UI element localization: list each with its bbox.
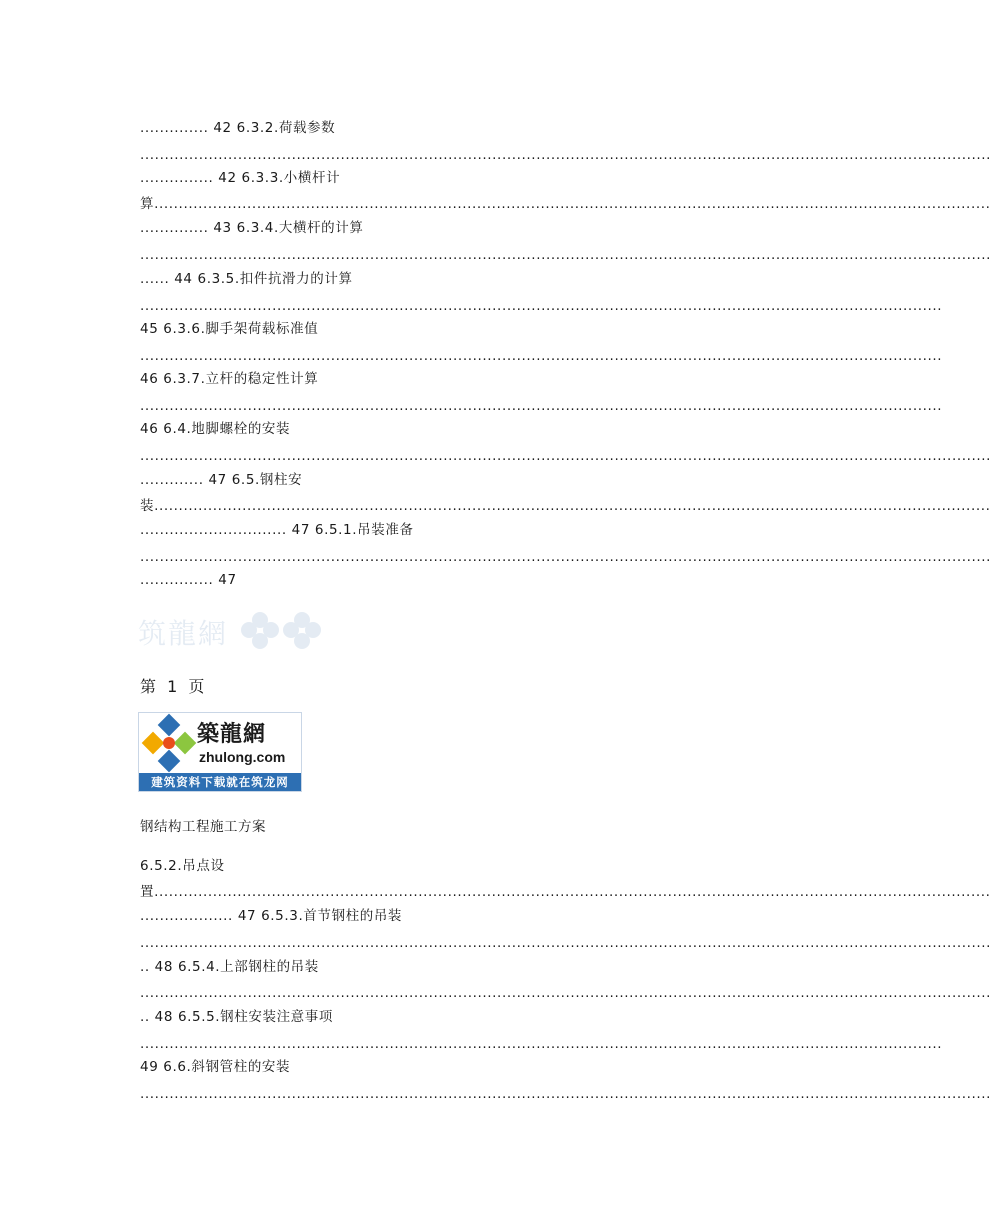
zhulong-logo-mark-icon [143,715,195,771]
logo-top [139,713,301,773]
toc-line[interactable]: 6.5.2.吊点设 [140,858,225,874]
toc-line[interactable]: .............................................................................................................................................................................. [140,935,991,951]
toc-line[interactable]: .............................................................................................................................................................................. [140,1086,991,1102]
toc-line[interactable]: .............. 43 6.3.4.大横杆的计算 [140,220,364,236]
toc-line[interactable]: .............................................................................................................................................................................. [140,448,991,464]
zhulong-logo[interactable] [138,712,302,792]
toc-line[interactable]: .................................................................................................................................................................... [140,1036,943,1052]
toc-line[interactable]: ............. 47 6.5.钢柱安 [140,472,303,488]
toc-line[interactable]: .............................................................................................................................................................................. [140,247,991,263]
toc-line[interactable]: .............. 42 6.3.2.荷载参数 [140,120,336,136]
toc-line[interactable]: 算........................................................................................................................................................................... [140,196,991,212]
toc-line[interactable]: 46 6.3.7.立杆的稳定性计算 [140,371,319,387]
logo-chinese-text: 築龍網 [197,721,267,747]
toc-line[interactable]: 46 6.4.地脚螺栓的安装 [140,421,291,437]
toc-line[interactable]: ............... 47 [140,572,237,588]
toc-line[interactable]: 49 6.6.斜钢管柱的安装 [140,1059,291,1075]
document-title: 钢结构工程施工方案 [140,819,266,835]
toc-line[interactable]: .................................................................................................................................................................... [140,298,943,314]
toc-line[interactable]: .. 48 6.5.5.钢柱安装注意事项 [140,1009,333,1025]
watermark-flower-icon [238,608,328,653]
toc-line[interactable]: .. 48 6.5.4.上部钢柱的吊装 [140,959,319,975]
toc-line[interactable]: ............... 42 6.3.3.小横杆计 [140,170,341,186]
toc-line[interactable]: .............................. 47 6.5.1.吊装准备 [140,522,414,538]
toc-line[interactable]: 装........................................................................................................................................................................... [140,498,991,514]
watermark [138,608,333,653]
logo-domain-text: zhulong.com [199,749,286,765]
toc-line[interactable]: 45 6.3.6.脚手架荷载标准值 [140,321,319,337]
toc-line[interactable]: .................................................................................................................................................................... [140,398,943,414]
toc-line[interactable]: ...... 44 6.3.5.扣件抗滑力的计算 [140,271,353,287]
toc-line[interactable]: .............................................................................................................................................................................. [140,985,991,1001]
toc-line[interactable]: .................................................................................................................................................................... [140,348,943,364]
page-number: 第 1 页 [140,677,208,696]
toc-line[interactable]: .............................................................................................................................................................................. [140,147,991,163]
logo-slogan: 建筑资料下载就在筑龙网 [139,773,301,791]
watermark-text: 筑龍網 [138,617,229,650]
toc-line[interactable]: ................... 47 6.5.3.首节钢柱的吊装 [140,908,403,924]
toc-line[interactable]: .............................................................................................................................................................................. [140,549,991,565]
toc-line[interactable]: 置........................................................................................................................................................................... [140,884,991,900]
